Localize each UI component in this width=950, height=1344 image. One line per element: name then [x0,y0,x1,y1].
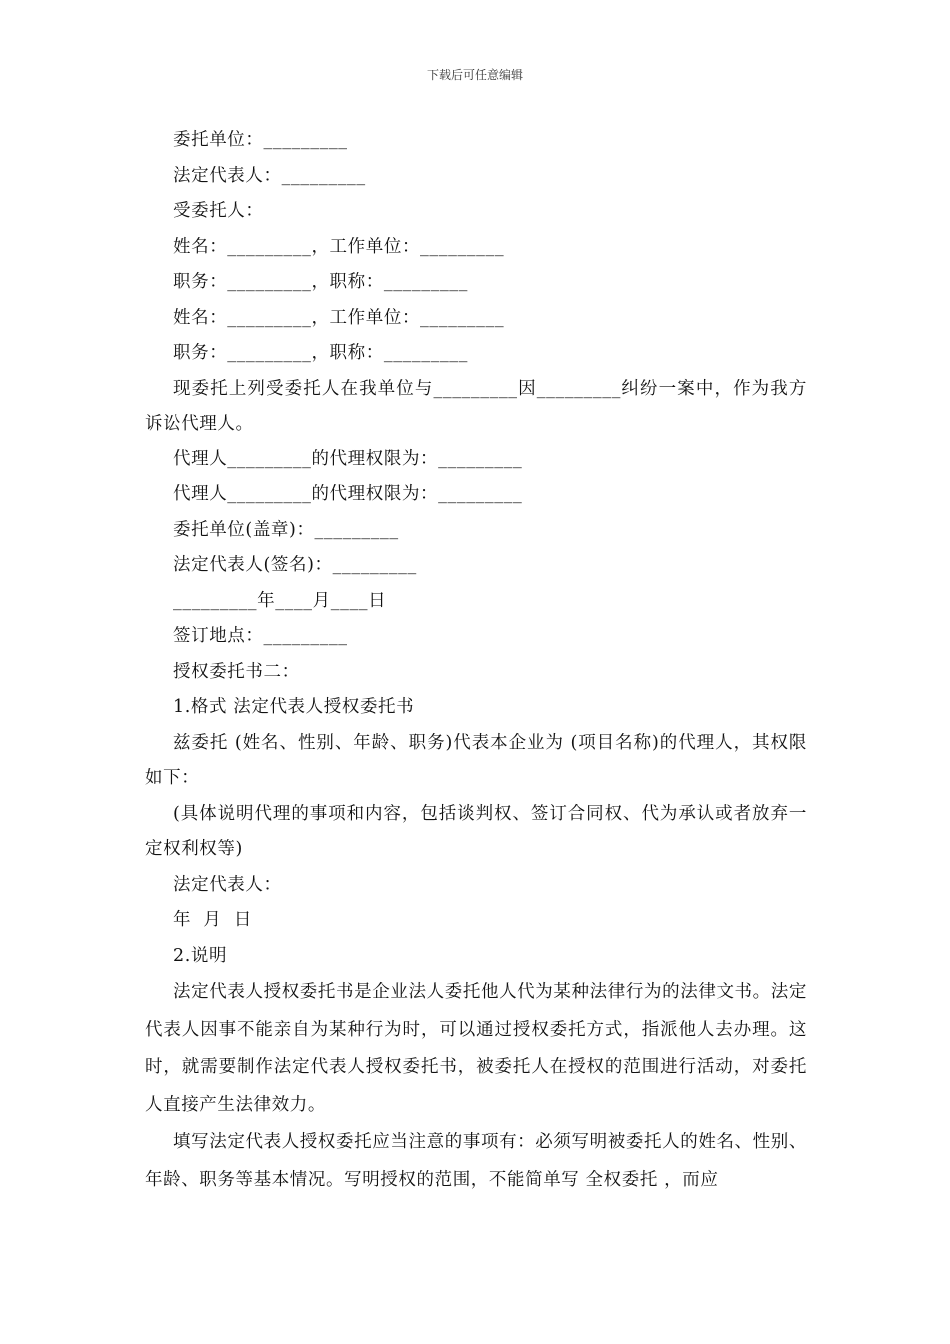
authority-details-paragraph: (具体说明代理的事项和内容，包括谈判权、签订合同权、代为承认或者放弃一定权利权等) [145,803,807,859]
page-header: 下载后可任意编辑 [426,68,523,82]
trustee-2-name-line: 姓名：_________，工作单位：_________ [173,307,505,328]
legal-representative-sign-line: 法定代表人： [173,874,282,895]
date-placeholder-line: 年 月 日 [173,910,252,930]
trustee-1-title-line: 职务：_________，职称：_________ [173,272,468,292]
explanation-paragraph: 法定代表人授权委托书是企业法人委托他人代为某种法律行为的法律文书。法定代表人因事不能亲自为某种行为时，可以通过授权委托方式，指派他人去办理。这时，就需要制作法定代表人授权委托书，被委托人在授权的范围进行活动，对委托人直接产生法律效力。 [145,982,807,1115]
entrustment-paragraph: 现委托上列受委托人在我单位与_________因_________纠纷一案中，作为我方诉讼代理人。 [145,378,807,434]
agent-2-authority-line: 代理人_________的代理权限为：_________ [173,484,523,504]
agent-1-authority-line: 代理人_________的代理权限为：_________ [173,448,523,469]
section-two-heading: 授权委托书二： [173,661,300,682]
trustee-2-title-line: 职务：_________，职称：_________ [173,343,468,363]
document-body [145,123,807,1199]
trustee-heading: 受委托人： [173,201,264,221]
unit-seal-line: 委托单位(盖章)：_________ [173,519,399,540]
legal-representative-line: 法定代表人：_________ [173,165,366,186]
trustee-1-name-line: 姓名：_________，工作单位：_________ [173,236,505,257]
entrusting-unit-line: 委托单位：_________ [173,130,348,150]
representative-signature-line: 法定代表人(签名)：_________ [173,555,417,575]
notes-paragraph: 填写法定代表人授权委托应当注意的事项有：必须写明被委托人的姓名、性别、年龄、职务等基本情况。写明授权的范围，不能简单写 全权委托 ，而应 [145,1132,807,1190]
authorization-paragraph: 兹委托 (姓名、性别、年龄、职务)代表本企业为 (项目名称)的代理人，其权限如下： [145,732,807,788]
date-line: _________年____月____日 [173,590,387,611]
format-heading: 1.格式 法定代表人授权委托书 [173,697,415,717]
signing-place-line: 签订地点：_________ [173,626,348,646]
explanation-heading: 2.说明 [173,945,228,966]
